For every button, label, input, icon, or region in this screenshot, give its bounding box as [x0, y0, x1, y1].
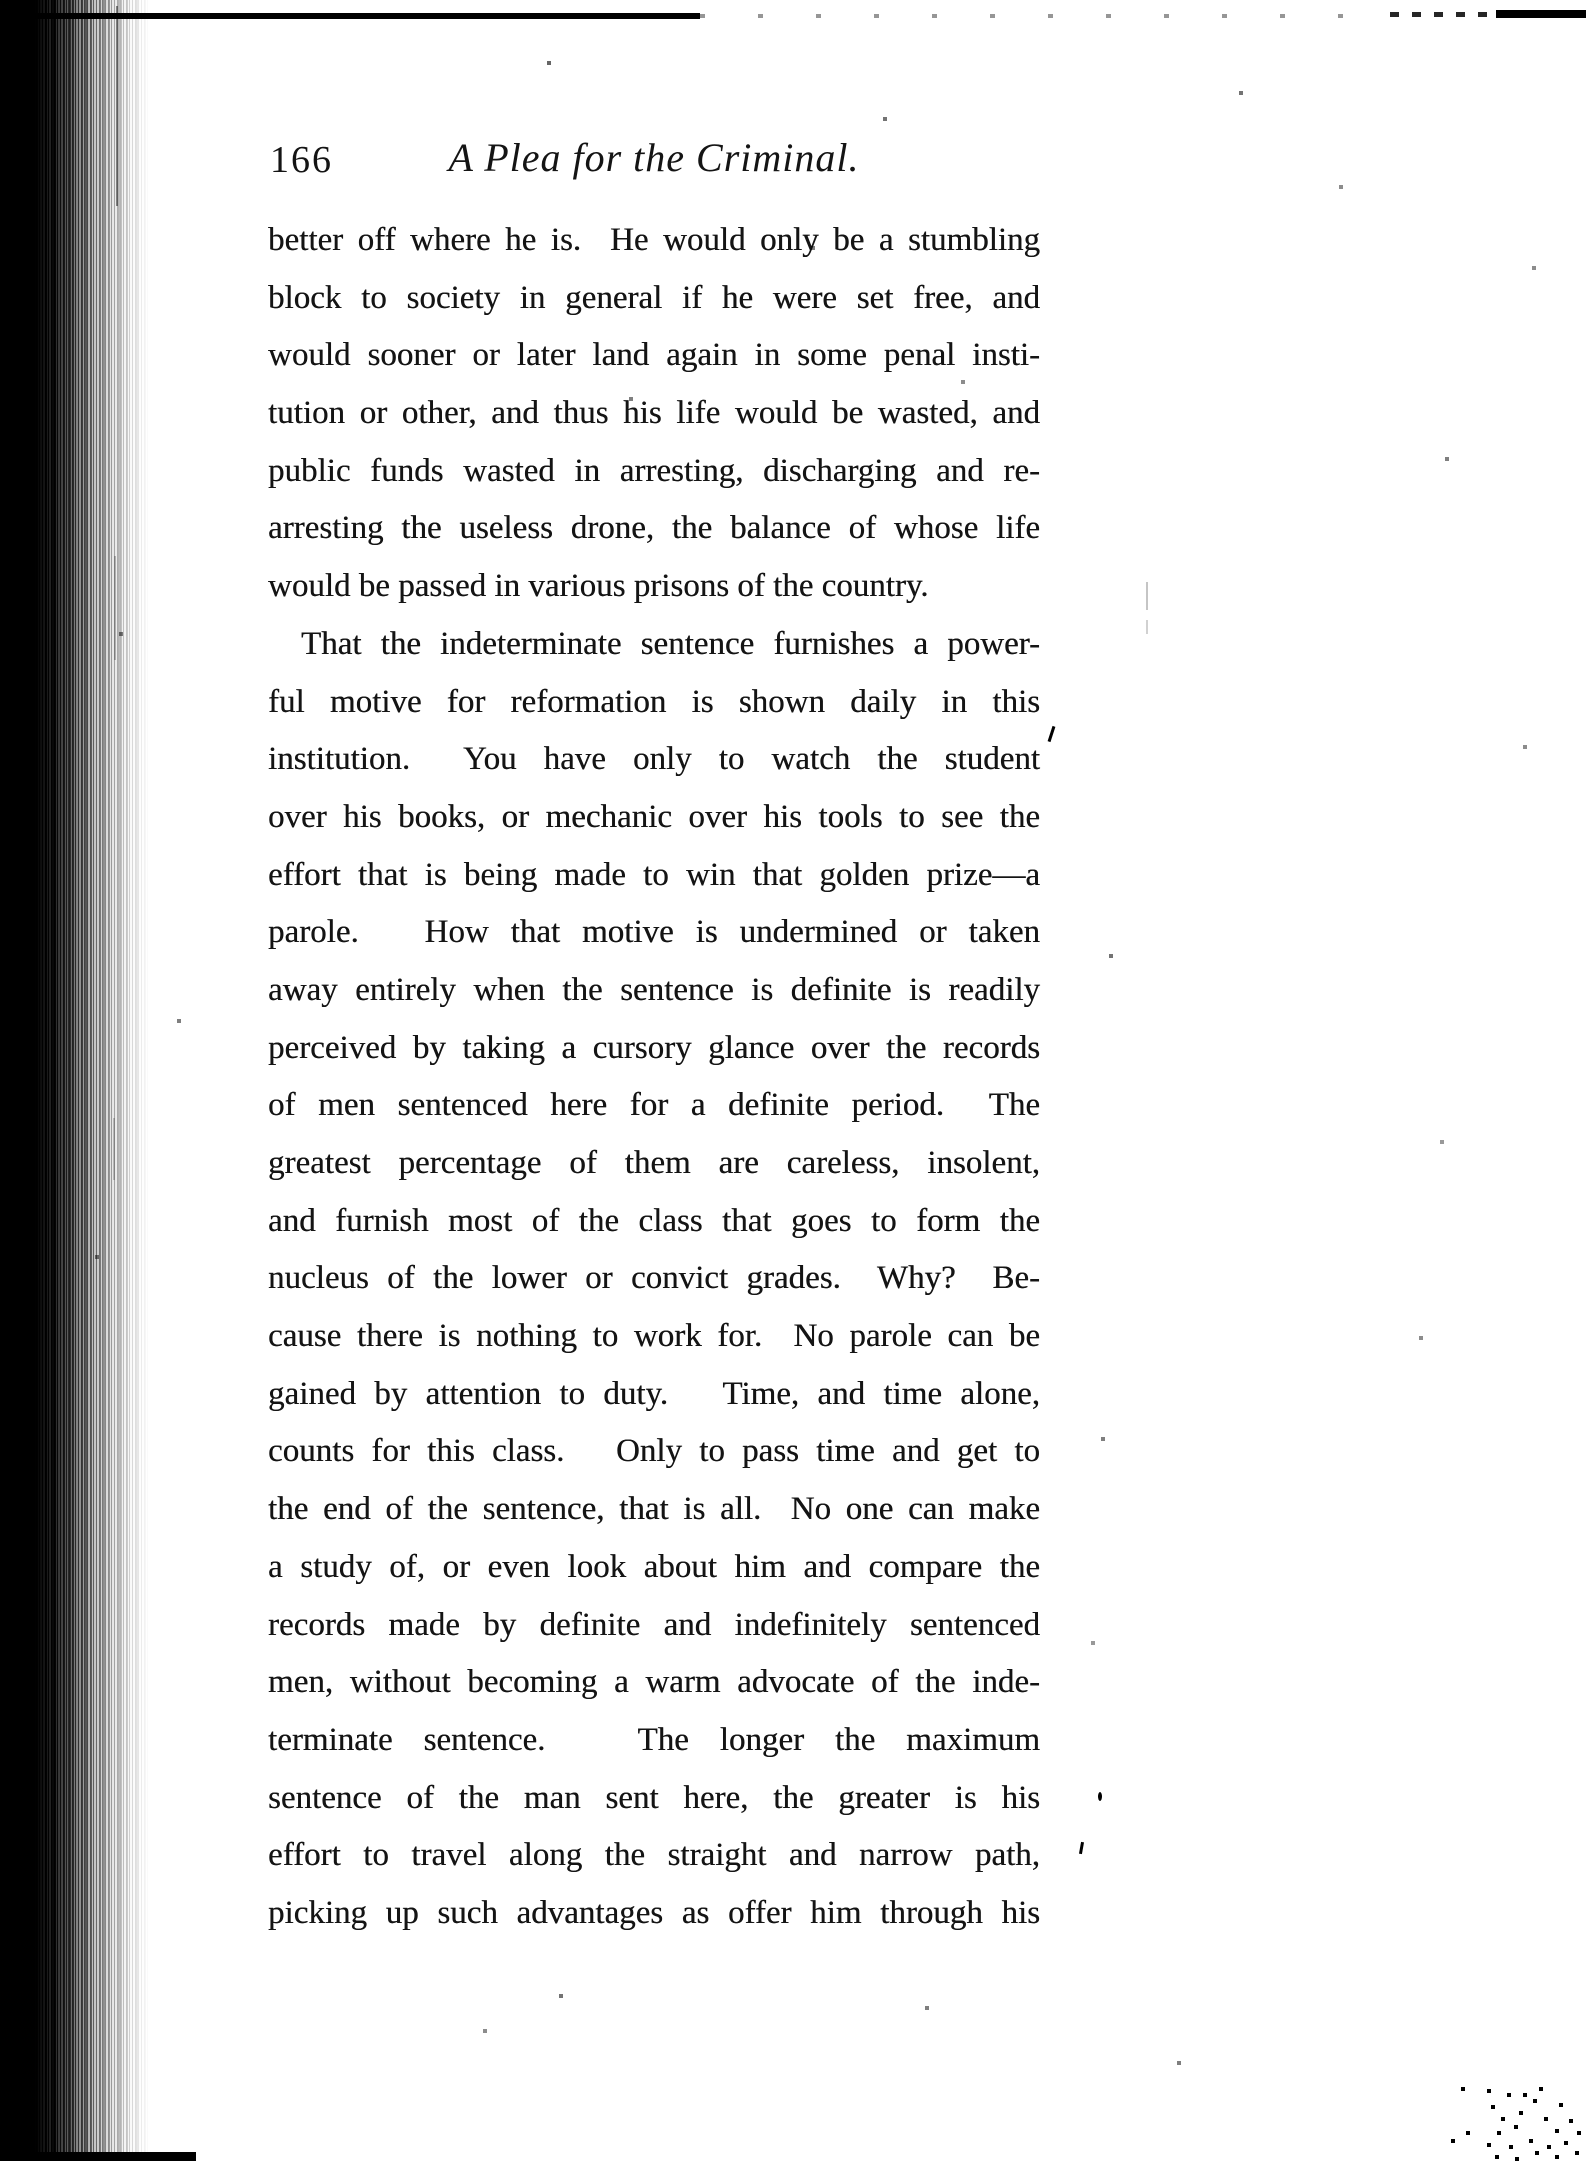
page-edge-bar [0, 2152, 196, 2161]
text-line: nucleus of the lower or convict grades. Why? Be- [268, 1260, 1040, 1297]
text-line: terminate sentence. The longer the maximum [268, 1721, 1040, 1758]
scan-artifact-line [116, 6, 118, 206]
text-line: arresting the useless drone, the balance of whose life [268, 510, 1040, 547]
text-line: effort that is being made to win that golden prize—a [268, 856, 1040, 893]
text-line: perceived by taking a cursory glance over the records [268, 1029, 1040, 1066]
scan-ink-mark [1079, 1842, 1084, 1854]
scan-ink-mark [1098, 1792, 1102, 1801]
text-line: public funds wasted in arresting, discharging and re- [268, 452, 1040, 489]
scan-artifact-line [113, 1118, 115, 1180]
text-line: effort to travel along the straight and narrow path, [268, 1837, 1040, 1874]
page-number: 166 [270, 139, 333, 181]
text-line: block to society in general if he were set free, and [268, 279, 1040, 316]
scan-edge-dotted-line [700, 14, 1390, 18]
text-line: sentence of the man sent here, the greater is his [268, 1779, 1040, 1816]
text-line: tution or other, and thus his life would be wasted, and [268, 395, 1040, 432]
text-line: men, without becoming a warm advocate of the inde- [268, 1664, 1040, 1701]
text-line: of men sentenced here for a definite period. The [268, 1087, 1040, 1124]
scan-noise-cluster [0, 0, 2, 2]
scan-ink-mark [1048, 726, 1056, 742]
text-line: better off where he is. He would only be a stumbling [268, 222, 1040, 258]
text-line: institution. You have only to watch the student [268, 741, 1040, 778]
text-line: That the indeterminate sentence furnishes a power- [301, 625, 1040, 662]
text-line: records made by definite and indefinitely sentenced [268, 1606, 1040, 1643]
text-line: over his books, or mechanic over his tools to see the [268, 798, 1040, 835]
text-line: the end of the sentence, that is all. No one can make [268, 1491, 1040, 1528]
scan-artifact-line [114, 556, 116, 660]
text-line: gained by attention to duty. Time, and time alone, [268, 1375, 1040, 1412]
text-line: a study of, or even look about him and compare the [268, 1548, 1040, 1585]
text-line: away entirely when the sentence is definite is readily [268, 971, 1040, 1008]
scan-artifact-line [1146, 620, 1148, 634]
text-line: ful motive for reformation is shown daily in this [268, 683, 1040, 720]
page-header [268, 134, 1040, 188]
running-title: A Plea for the Criminal. [448, 135, 860, 180]
text-line: cause there is nothing to work for. No parole can be [268, 1318, 1040, 1355]
text-line: and furnish most of the class that goes to form the [268, 1202, 1040, 1239]
text-line: counts for this class. Only to pass time and get to [268, 1433, 1040, 1470]
text-line: picking up such advantages as offer him through his [268, 1894, 1040, 1931]
text-line: would sooner or later land again in some penal insti- [268, 337, 1040, 374]
scan-artifact-line [1146, 582, 1148, 610]
book-binding-shadow [0, 0, 150, 2161]
text-line: would be passed in various prisons of the country. [268, 568, 929, 605]
scan-edge-line-right [1496, 10, 1586, 18]
body-text [268, 212, 1040, 1943]
scan-edge-dashed-line [1390, 12, 1496, 17]
text-line: parole. How that motive is undermined or taken [268, 914, 1040, 951]
text-line: greatest percentage of them are careless, insolent, [268, 1145, 1040, 1181]
scan-edge-line [0, 13, 700, 19]
